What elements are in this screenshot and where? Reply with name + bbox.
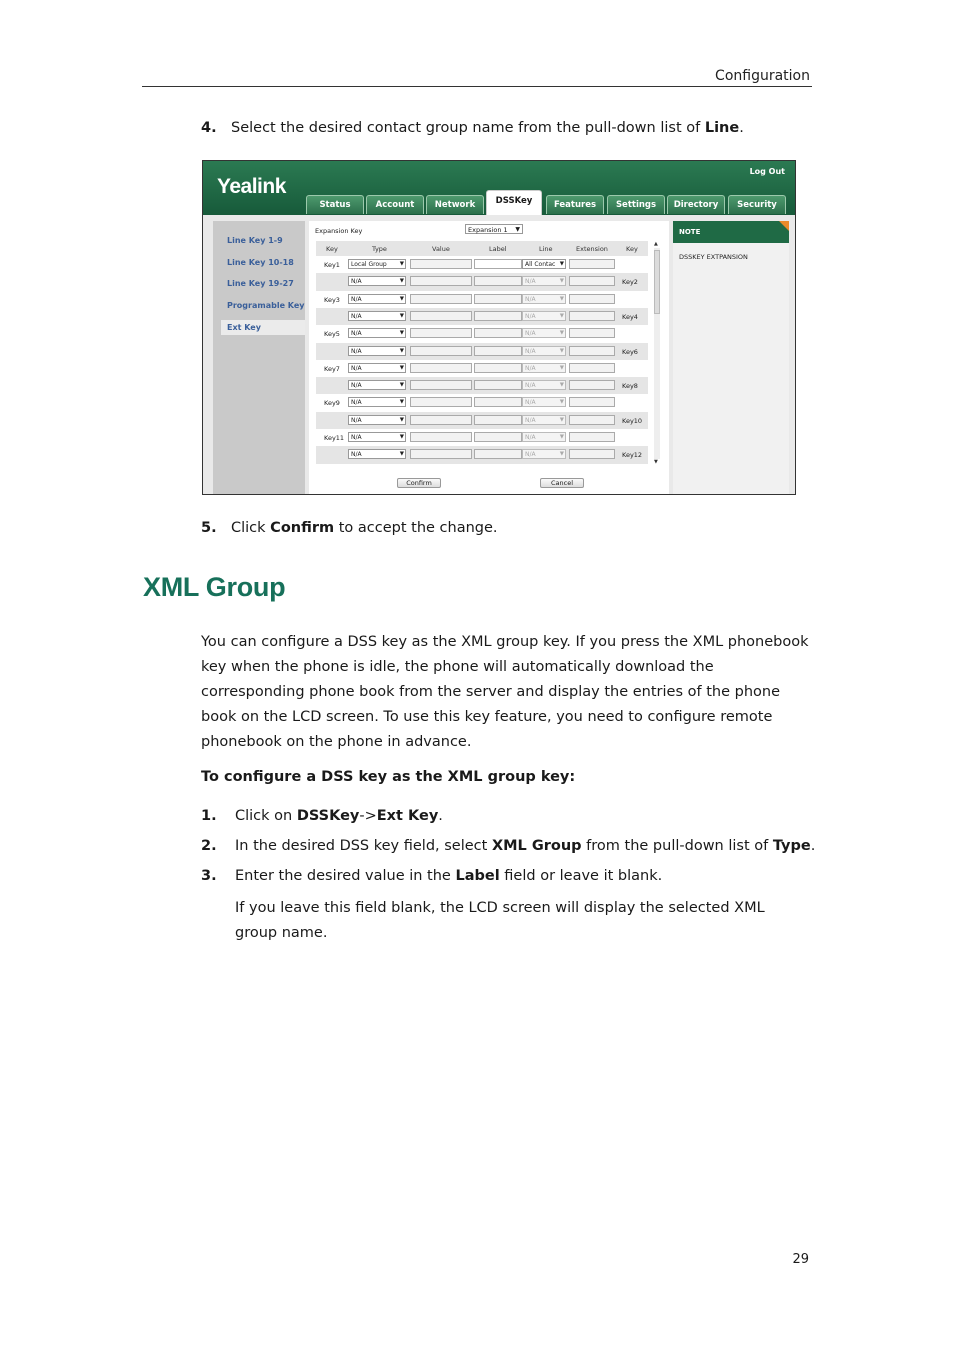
step-number: 4. <box>201 120 217 136</box>
sidebar-item-line-key-10-18[interactable]: Line Key 10-18 <box>227 258 294 267</box>
chevron-down-icon: ▼ <box>399 330 404 337</box>
line-select-value: N/A <box>525 347 536 355</box>
chevron-down-icon: ▼ <box>559 261 564 267</box>
type-select[interactable] <box>348 363 406 373</box>
label-input[interactable] <box>474 415 522 425</box>
step-text: Select the desired contact group name from the pull-down list of <box>231 120 705 136</box>
sidebar-item-line-key-19-27[interactable]: Line Key 19-27 <box>227 279 294 288</box>
extension-input[interactable] <box>569 415 615 425</box>
step-text: from the pull-down list of <box>581 838 773 854</box>
col-key-right: Key <box>626 245 638 253</box>
value-input[interactable] <box>410 328 472 338</box>
chevron-down-icon: ▼ <box>399 399 404 406</box>
scroll-thumb[interactable] <box>654 250 660 314</box>
row-key-label-right: Key4 <box>622 312 638 321</box>
line-select[interactable] <box>522 276 566 286</box>
cancel-button[interactable]: Cancel <box>540 478 584 488</box>
tab-network[interactable]: Network <box>426 195 484 214</box>
scroll-up-icon[interactable]: ▲ <box>654 241 658 247</box>
tab-account[interactable]: Account <box>366 195 424 214</box>
label-input[interactable] <box>474 328 522 338</box>
type-select[interactable] <box>348 346 406 356</box>
chevron-down-icon: ▼ <box>559 382 564 389</box>
line-select-value: N/A <box>525 399 536 407</box>
chevron-down-icon: ▼ <box>559 347 564 354</box>
col-value: Value <box>432 245 450 253</box>
table-row <box>316 273 648 290</box>
extension-input[interactable] <box>569 397 615 407</box>
extension-input[interactable] <box>569 432 615 442</box>
procedure-title: To configure a DSS key as the XML group key: <box>201 769 576 785</box>
web-ui-screenshot <box>202 160 796 495</box>
type-select[interactable] <box>348 415 406 425</box>
col-line: Line <box>539 245 553 253</box>
page-number: 29 <box>792 1252 809 1267</box>
table-row <box>316 429 648 446</box>
type-select-value: N/A <box>351 382 362 390</box>
expansion-select[interactable] <box>465 224 523 234</box>
type-select[interactable] <box>348 449 406 459</box>
chevron-down-icon: ▼ <box>399 416 404 423</box>
tab-security[interactable]: Security <box>728 195 786 214</box>
note-title: NOTE <box>673 221 789 243</box>
expansion-select-value: Expansion 1 <box>468 226 508 234</box>
header-rule <box>142 86 812 87</box>
step-number: 1. <box>201 808 217 824</box>
line-select-value: All Contac <box>525 261 556 268</box>
label-input[interactable] <box>474 380 522 390</box>
sidebar-item-ext-key[interactable]: Ext Key <box>221 320 305 335</box>
value-input[interactable] <box>410 380 472 390</box>
chevron-down-icon: ▼ <box>399 451 404 458</box>
type-select[interactable] <box>348 328 406 338</box>
table-row <box>316 360 648 377</box>
chevron-down-icon: ▼ <box>559 312 564 319</box>
chevron-down-icon: ▼ <box>399 312 404 319</box>
line-select[interactable] <box>522 415 566 425</box>
body-paragraph: You can configure a DSS key as the XML group key. If you press the XML phonebook key when the phone is idle, the phone will automatically download the corresponding phone book from the server and display the entries of the phone book on the LCD screen. To use this key feature, you need to configure remote phonebook on the phone in advance. <box>201 634 809 750</box>
line-select[interactable] <box>522 397 566 407</box>
line-select-value: N/A <box>525 278 536 286</box>
type-select[interactable] <box>348 294 406 304</box>
scrollbar[interactable] <box>653 241 661 466</box>
step-bold: Type <box>772 838 811 854</box>
label-input[interactable] <box>474 259 522 269</box>
type-select-value: N/A <box>351 416 362 424</box>
chevron-down-icon: ▼ <box>559 364 564 371</box>
row-key-label-right: Key8 <box>622 382 638 391</box>
logout-link[interactable]: Log Out <box>749 167 785 176</box>
chevron-down-icon: ▼ <box>559 295 564 302</box>
extension-input[interactable] <box>569 363 615 373</box>
table-row <box>316 256 648 273</box>
note-body: DSSKEY EXTPANSION <box>679 253 748 261</box>
chevron-down-icon: ▼ <box>559 434 564 440</box>
step-5 <box>201 518 498 538</box>
step-bold: Line <box>704 120 740 136</box>
procedure-step-1 <box>201 806 443 826</box>
scroll-down-icon[interactable]: ▼ <box>654 459 658 465</box>
extension-input[interactable] <box>569 449 615 459</box>
procedure-step-3 <box>201 866 662 886</box>
step-bold: Label <box>455 868 500 884</box>
row-key-label: Key3 <box>324 295 340 304</box>
step-bold: DSSKey <box>296 808 360 824</box>
line-select[interactable] <box>522 311 566 321</box>
type-select[interactable] <box>348 397 406 407</box>
step-bold: XML Group <box>491 838 582 854</box>
line-select[interactable] <box>522 449 566 459</box>
label-input[interactable] <box>474 397 522 407</box>
type-select[interactable] <box>348 380 406 390</box>
type-select-value: N/A <box>351 451 362 459</box>
chevron-down-icon: ▼ <box>399 382 404 389</box>
step-text-end: to accept the change. <box>334 520 498 536</box>
line-select-value: N/A <box>525 451 536 459</box>
line-select[interactable] <box>522 346 566 356</box>
type-select-value: N/A <box>351 364 362 372</box>
chevron-down-icon: ▼ <box>399 434 404 440</box>
step-text: In the desired DSS key field, select <box>235 838 492 854</box>
step-text: . <box>438 808 443 824</box>
label-input[interactable] <box>474 449 522 459</box>
row-key-label: Key1 <box>324 261 340 269</box>
line-select[interactable] <box>522 432 566 442</box>
extension-input[interactable] <box>569 294 615 304</box>
label-input[interactable] <box>474 346 522 356</box>
table-row <box>316 325 648 342</box>
type-select[interactable] <box>348 432 406 442</box>
table-row <box>316 377 648 394</box>
line-select-value: N/A <box>525 312 536 320</box>
step-bold: Ext Key <box>376 808 439 824</box>
value-input[interactable] <box>410 363 472 373</box>
running-header: Configuration <box>715 68 810 84</box>
table-header <box>316 241 648 256</box>
value-input[interactable] <box>410 346 472 356</box>
type-select[interactable] <box>348 259 406 269</box>
sidebar-item-line-key-1-9[interactable]: Line Key 1-9 <box>227 236 283 245</box>
row-key-label: Key5 <box>324 330 340 339</box>
value-input[interactable] <box>410 432 472 442</box>
yealink-logo: Yealink <box>217 175 286 198</box>
line-select-value: N/A <box>525 364 536 372</box>
table-row <box>316 343 648 360</box>
chevron-down-icon: ▼ <box>399 347 404 354</box>
row-key-label: Key11 <box>324 434 345 442</box>
step-text: -> <box>359 808 377 824</box>
extension-input[interactable] <box>569 311 615 321</box>
value-input[interactable] <box>410 449 472 459</box>
value-input[interactable] <box>410 311 472 321</box>
col-key: Key <box>326 245 338 253</box>
type-select-value: N/A <box>351 312 362 320</box>
value-input[interactable] <box>410 415 472 425</box>
chevron-down-icon: ▼ <box>399 261 404 267</box>
row-key-label: Key9 <box>324 399 340 408</box>
chevron-down-icon: ▼ <box>559 399 564 406</box>
note-corner-icon <box>779 221 789 231</box>
step-text-end: . <box>739 120 744 136</box>
chevron-down-icon: ▼ <box>559 416 564 423</box>
label-input[interactable] <box>474 294 522 304</box>
extension-input[interactable] <box>569 276 615 286</box>
ui-sidebar <box>213 221 305 494</box>
line-select[interactable] <box>522 259 566 269</box>
step-number: 3. <box>201 868 217 884</box>
table-row <box>316 308 648 325</box>
row-key-label-right: Key6 <box>622 347 638 356</box>
value-input[interactable] <box>410 397 472 407</box>
type-select-value: N/A <box>351 434 362 441</box>
table-row <box>316 394 648 411</box>
label-input[interactable] <box>474 311 522 321</box>
type-select-value: Local Group <box>351 261 387 268</box>
value-input[interactable] <box>410 276 472 286</box>
col-extension: Extension <box>576 245 608 253</box>
type-select[interactable] <box>348 276 406 286</box>
row-key-label-right: Key2 <box>622 278 638 287</box>
value-input[interactable] <box>410 259 472 269</box>
line-select[interactable] <box>522 294 566 304</box>
label-input[interactable] <box>474 276 522 286</box>
step-text: field or leave it blank. <box>499 868 663 884</box>
row-key-label-right: Key10 <box>622 416 643 425</box>
line-select-value: N/A <box>525 382 536 390</box>
table-row <box>316 291 648 308</box>
tab-dsskey[interactable]: DSSKey <box>486 190 542 215</box>
chevron-down-icon: ▼ <box>399 295 404 302</box>
value-input[interactable] <box>410 294 472 304</box>
step-text: Click <box>231 520 271 536</box>
line-select[interactable] <box>522 328 566 338</box>
procedure-step-2 <box>201 836 815 856</box>
tab-status[interactable]: Status <box>306 195 364 214</box>
extension-input[interactable] <box>569 346 615 356</box>
tab-directory[interactable]: Directory <box>667 195 725 214</box>
table-row <box>316 446 648 463</box>
section-title: XML Group <box>143 572 286 602</box>
col-label: Label <box>489 245 507 253</box>
line-select-value: N/A <box>525 434 536 441</box>
line-select-value: N/A <box>525 295 536 303</box>
step-text: Enter the desired value in the <box>235 868 456 884</box>
ui-content <box>309 221 669 494</box>
confirm-button[interactable]: Confirm <box>397 478 441 488</box>
type-select-value: N/A <box>351 399 362 407</box>
tab-features[interactable]: Features <box>546 195 604 214</box>
chevron-down-icon: ▼ <box>559 278 564 285</box>
step-number: 2. <box>201 838 217 854</box>
step-bold: Confirm <box>270 520 335 536</box>
tab-settings[interactable]: Settings <box>607 195 665 214</box>
label-input[interactable] <box>474 363 522 373</box>
row-key-label-right: Key12 <box>622 451 643 460</box>
label-input[interactable] <box>474 432 522 442</box>
chevron-down-icon: ▼ <box>399 364 404 371</box>
line-select[interactable] <box>522 363 566 373</box>
chevron-down-icon: ▼ <box>559 451 564 458</box>
extension-input[interactable] <box>569 259 615 269</box>
step-4 <box>201 118 744 138</box>
type-select-value: N/A <box>351 278 362 286</box>
ui-header-bar <box>203 161 795 215</box>
extension-input[interactable] <box>569 380 615 390</box>
chevron-down-icon: ▼ <box>515 226 520 233</box>
row-key-label: Key7 <box>324 364 340 373</box>
step-number: 5. <box>201 520 217 536</box>
note-panel <box>673 221 789 494</box>
extension-input[interactable] <box>569 328 615 338</box>
line-select[interactable] <box>522 380 566 390</box>
expansion-key-label: Expansion Key <box>315 227 363 235</box>
sidebar-item-programable-key[interactable]: Programable Key <box>227 301 305 310</box>
step-text: Click on <box>235 808 297 824</box>
line-select-value: N/A <box>525 330 536 338</box>
type-select-value: N/A <box>351 330 362 338</box>
col-type: Type <box>372 245 387 253</box>
step-text: . <box>810 838 816 854</box>
chevron-down-icon: ▼ <box>399 278 404 285</box>
type-select[interactable] <box>348 311 406 321</box>
type-select-value: N/A <box>351 347 362 355</box>
step-3-note: If you leave this field blank, the LCD screen will display the selected XML group name. <box>235 900 765 941</box>
chevron-down-icon: ▼ <box>559 330 564 337</box>
line-select-value: N/A <box>525 416 536 424</box>
table-row <box>316 412 648 429</box>
type-select-value: N/A <box>351 295 362 303</box>
